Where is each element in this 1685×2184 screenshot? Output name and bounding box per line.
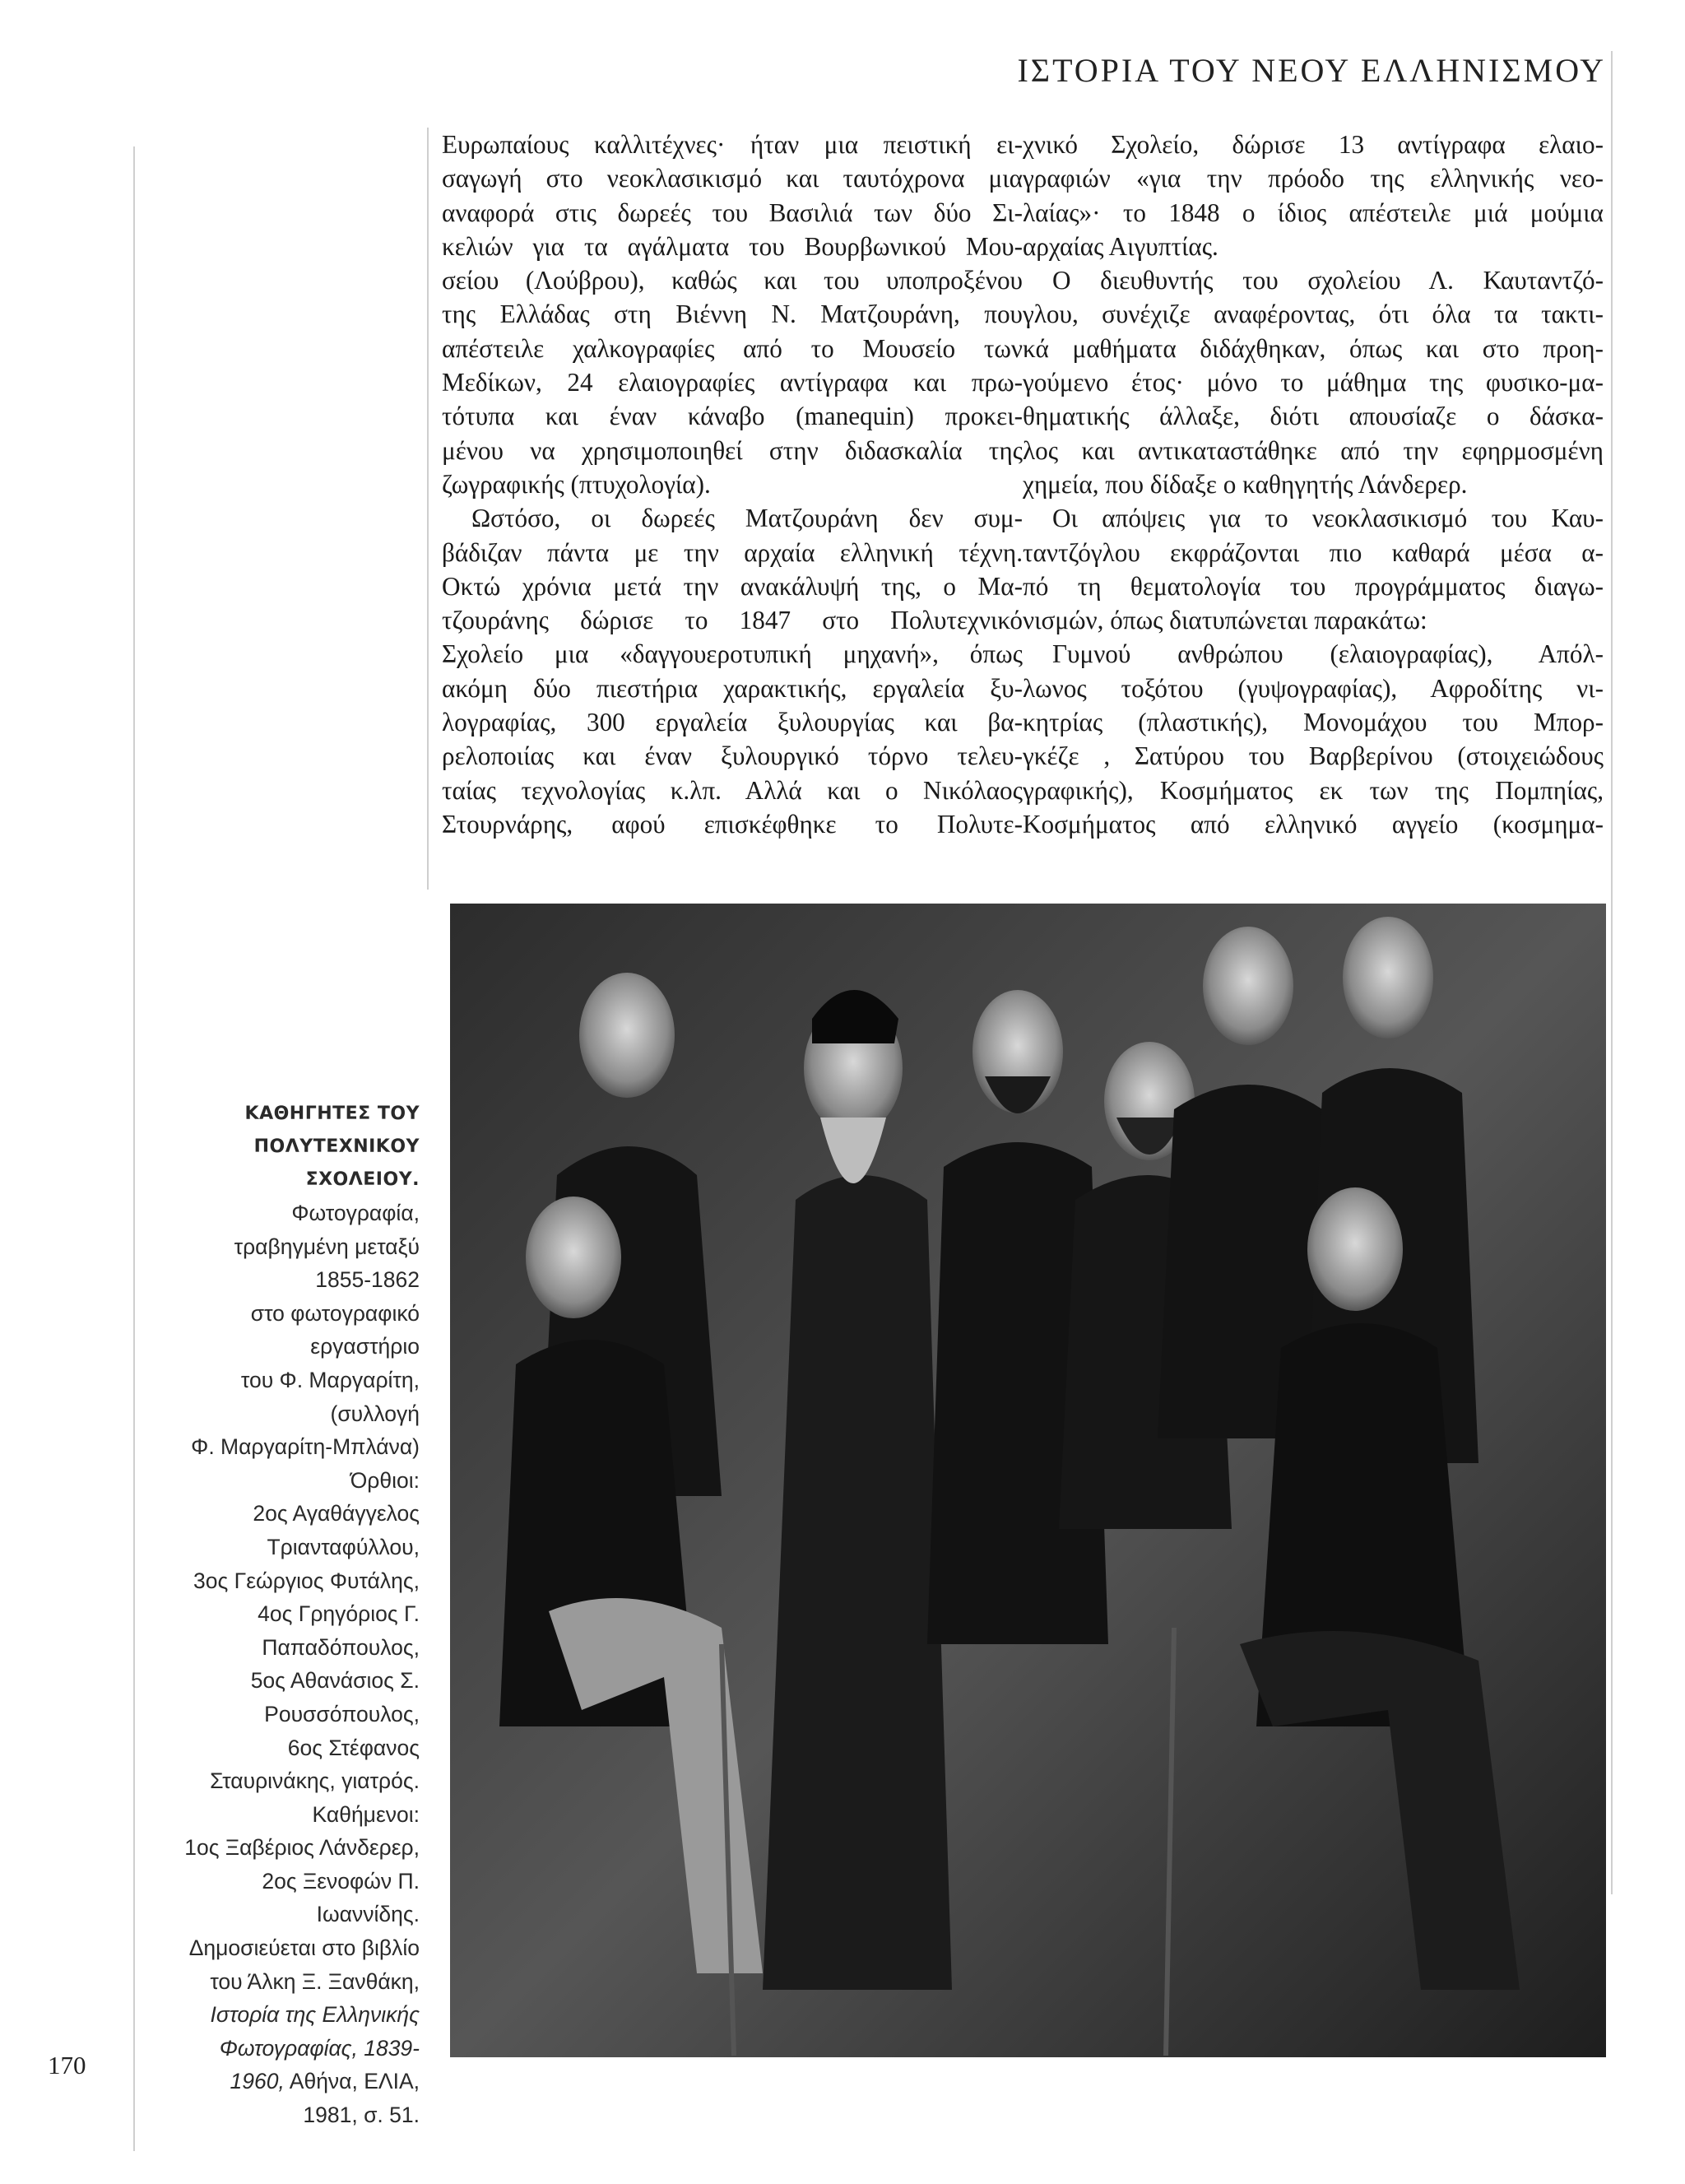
caption-line: Παπαδόπουλος, [262, 1634, 420, 1660]
text-line: αρχαίας Αιγυπτίας. [1023, 231, 1218, 261]
text-line: ρελοποιίας και έναν ξυλουργικό τόρνο τελευ- [442, 741, 1023, 771]
caption-title: ΠΟΛΥΤΕΧΝΙΚΟΥ ΣΧΟΛΕΙΟΥ. [253, 1136, 420, 1190]
caption-line: 3ος Γεώργιος Φυτάλης, [193, 1568, 420, 1593]
caption-line: Φωτογραφία, [291, 1201, 420, 1225]
caption-title: ΚΑΘΗΓΗΤΕΣ ΤΟΥ [244, 1104, 420, 1124]
text-line: θηματικής άλλαξε, διότι απουσίαζε ο δάσκα- [1023, 402, 1604, 431]
caption-book-year: 1960, [230, 2069, 285, 2094]
caption-line: Τριανταφύλλου, [267, 1534, 420, 1559]
caption-line: 2ος Ξενοφών Π. [262, 1868, 420, 1894]
caption-line: 5ος Αθανάσιος Σ. [250, 1668, 420, 1694]
text-line: γραφικής), Κοσμήματος εκ των της Πομπηίας, [1023, 775, 1604, 805]
text-line: Οκτώ χρόνια μετά την ανακάλυψή της, ο Μα- [442, 571, 1023, 601]
text-line: χημεία, που δίδαξε ο καθηγητής Λάνδερερ. [1023, 469, 1468, 499]
caption-line: Δημοσιεύεται στο βιβλίο [188, 1935, 420, 1961]
text-line: ταίας τεχνολογίας κ.λπ. Αλλά και ο Νικόλαος [442, 775, 1023, 805]
caption-line: 1981, σ. 51. [303, 2103, 420, 2128]
caption-line: (συλλογή [330, 1401, 420, 1426]
text-line: ακόμη δύο πιεστήρια χαρακτικής, εργαλεία ξυ- [442, 673, 1023, 703]
text-line: πό τη θεματολογία του προγράμματος διαγω- [1023, 571, 1604, 601]
caption-line [156, 2065, 420, 2098]
caption-line: Καθήμενοι: [312, 1801, 420, 1827]
caption-line: 6ος Στέφανος [287, 1735, 420, 1760]
text-line: λαίας»· το 1848 ο ίδιος απέστειλε μιά μούμια [1023, 197, 1604, 227]
text-column-2 [1023, 128, 1604, 841]
right-margin-rule [1611, 51, 1613, 1894]
caption-line: 2ος Αγαθάγγελος [253, 1501, 420, 1526]
text-line: σείου (Λούβρου), καθώς και του υποπροξένου [442, 266, 1023, 295]
text-line: της Ελλάδας στη Βιέννη Ν. Ματζουράνη, που [442, 300, 1023, 329]
text-line: Ο διευθυντής του σχολείου Λ. Καυταντζό- [1052, 266, 1604, 295]
caption-line: τραβηγμένη μεταξύ [234, 1234, 420, 1259]
text-column-1 [442, 128, 1023, 841]
column-gutter-rule [427, 128, 429, 890]
text-line: Στουρνάρης, αφού επισκέφθηκε το Πολυτε- [442, 809, 1023, 839]
text-line: Ευρωπαίους καλλιτέχνες· ήταν μια πειστική ει- [442, 130, 1023, 159]
caption-line: του Άλκη Ξ. Ξανθάκη, [210, 1968, 420, 1994]
text-line: Γυμνού ανθρώπου (ελαιογραφίας), Απόλ- [1052, 639, 1604, 669]
text-line: κητρίας (πλαστικής), Μονομάχου του Μπορ- [1023, 708, 1604, 737]
text-line: αναφορά στις δωρεές του Βασιλιά των δύο Σι- [442, 197, 1023, 227]
caption-book-title: Ιστορία της Ελληνικής [210, 2002, 420, 2028]
text-line: κά μαθήματα διδάχθηκαν, όπως και στο προη- [1023, 333, 1604, 363]
text-line: ταντζόγλου εκφράζονται πιο καθαρά μέσα α- [1023, 537, 1604, 567]
caption-line: του Φ. Μαργαρίτη, [240, 1367, 420, 1392]
text-line: τζουράνης δώρισε το 1847 στο Πολυτεχνικό [442, 606, 1023, 635]
text-line: λογραφίας, 300 εργαλεία ξυλουργίας και βα- [442, 708, 1023, 737]
page-number: 170 [48, 2051, 86, 2079]
text-line: Σχολείο μια «δαγγουεροτυπική μηχανή», όπως [442, 639, 1023, 669]
caption-publisher: Αθήνα, ΕΛΙΑ, [284, 2069, 420, 2094]
text-line: γραφιών «για την πρόοδο της ελληνικής νεο- [1023, 164, 1604, 193]
text-line: ζωγραφικής (πτυχολογία). [442, 469, 711, 499]
text-line: γλου, συνέχιζε αναφέροντας, ότι όλα τα τακτι- [1023, 300, 1604, 329]
caption-line: εργαστήριο [310, 1334, 420, 1359]
caption-line: Ρουσσόπουλος, [264, 1701, 420, 1726]
text-line: Οι απόψεις για το νεοκλασικισμό του Καυ- [1052, 504, 1604, 533]
text-line: Ωστόσο, οι δωρεές Ματζουράνη δεν συμ- [471, 504, 1023, 533]
text-line: λος και αντικαταστάθηκε από την εφηρμοσμένη [1023, 435, 1604, 465]
caption-line: Ιωαννίδης. [316, 1902, 420, 1927]
photo-caption [156, 1098, 420, 2132]
text-line: λωνος τοξότου (γυψογραφίας), Αφροδίτης νι- [1023, 673, 1604, 703]
caption-line: 1855-1862 [315, 1267, 420, 1293]
text-line: σαγωγή στο νεοκλασικισμό και ταυτόχρονα μια [442, 164, 1023, 193]
text-line: Μεδίκων, 24 ελαιογραφίες αντίγραφα και πρω- [442, 368, 1023, 397]
caption-line: Όρθιοι: [350, 1467, 420, 1493]
caption-line: στο φωτογραφικό [250, 1300, 420, 1326]
running-head: ΙΣΤΟΡΙΑ ΤΟΥ ΝΕΟΥ ΕΛΛΗΝΙΣΜΟΥ [1017, 52, 1606, 89]
group-photograph [450, 904, 1606, 2057]
caption-line: Φ. Μαργαρίτη-Μπλάνα) [191, 1434, 420, 1460]
caption-line: 4ος Γρηγόριος Γ. [258, 1601, 420, 1627]
text-line: τότυπα και έναν κάναβο (manequin) προκει- [442, 402, 1023, 431]
text-line: κελιών για τα αγάλματα του Βουρβωνικού Μου- [442, 231, 1023, 261]
text-line: Κοσμήματος από ελληνικό αγγείο (κοσμημα- [1023, 809, 1604, 839]
text-line: γούμενο έτος· μόνο το μάθημα της φυσικο-μα- [1023, 368, 1604, 397]
photograph-illustration [450, 904, 1606, 2057]
caption-book-title: Φωτογραφίας, 1839- [219, 2035, 420, 2061]
text-line: χνικό Σχολείο, δώρισε 13 αντίγραφα ελαιο- [1023, 130, 1604, 159]
text-line: γκέζε , Σατύρου του Βαρβερίνου (στοιχειώδους [1023, 741, 1604, 771]
caption-line: Σταυρινάκης, γιατρός. [210, 1768, 420, 1794]
left-margin-rule [133, 146, 135, 2151]
text-line: νισμών, όπως διατυπώνεται παρακάτω: [1023, 606, 1427, 635]
text-line: μένου να χρησιμοποιηθεί στην διδασκαλία της [442, 435, 1023, 465]
caption-line: 1ος Ξαβέριος Λάνδερερ, [184, 1835, 420, 1861]
text-line: βάδιζαν πάντα με την αρχαία ελληνική τέχνη. [442, 537, 1023, 567]
text-line: απέστειλε χαλκογραφίες από το Μουσείο των [442, 333, 1023, 363]
